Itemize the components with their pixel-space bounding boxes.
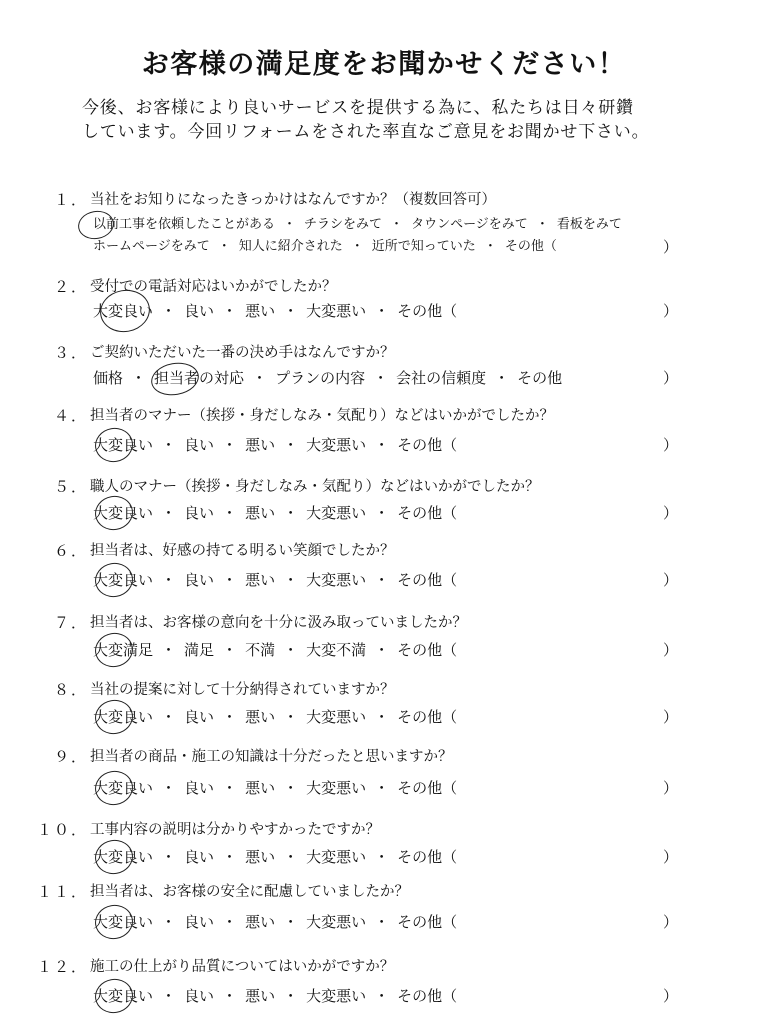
answer-option[interactable]: 良い	[184, 571, 215, 589]
answer-option[interactable]: 良い	[184, 848, 215, 866]
answer-option[interactable]: 良い	[184, 913, 215, 931]
other-close-paren: ）	[663, 302, 679, 320]
answer-option[interactable]: 大変悪い	[306, 987, 367, 1005]
separator-dot: ・	[161, 913, 177, 931]
answer-option[interactable]: 大変良い	[93, 848, 154, 866]
separator-dot: ・	[131, 369, 147, 387]
selected-answer[interactable]	[93, 215, 275, 235]
other-close-paren: ）	[663, 779, 679, 797]
separator-dot: ・	[161, 571, 177, 589]
answer-option[interactable]: 良い	[184, 708, 215, 726]
separator-dot: ・	[283, 436, 299, 454]
intro-line-2: しています。今回リフォームをされた率直なご意見をお聞かせ下さい。	[82, 122, 650, 142]
separator-dot: ・	[283, 302, 299, 320]
selected-answer[interactable]	[93, 570, 153, 590]
separator-dot: ・	[283, 708, 299, 726]
separator-dot: ・	[283, 987, 299, 1005]
answer-option[interactable]: チラシをみて	[304, 217, 383, 232]
question-number: ４．	[53, 407, 88, 425]
option-row	[93, 301, 457, 321]
question-text: 施工の仕上がり品質についてはいかがですか？	[90, 959, 395, 975]
answer-option[interactable]: 悪い	[245, 571, 276, 589]
separator-dot: ・	[161, 641, 177, 659]
answer-option[interactable]: 大変良い	[93, 302, 154, 320]
question-number: ５．	[53, 478, 88, 496]
separator-dot: ・	[222, 436, 238, 454]
separator-dot: ・	[374, 302, 390, 320]
separator-dot: ・	[217, 239, 231, 254]
separator-dot: ・	[374, 504, 390, 522]
other-close-paren: ）	[663, 913, 679, 931]
separator-dot: ・	[483, 239, 497, 254]
answer-option[interactable]: 価格	[93, 369, 124, 387]
answer-option[interactable]: 悪い	[245, 708, 276, 726]
answer-option[interactable]: 大変不満	[306, 641, 367, 659]
separator-dot: ・	[222, 641, 238, 659]
answer-option[interactable]: 悪い	[245, 436, 276, 454]
answer-option[interactable]: 大変良い	[93, 708, 154, 726]
answer-option[interactable]: 大変良い	[93, 913, 154, 931]
other-close-paren: ）	[663, 436, 679, 454]
separator-dot: ・	[222, 571, 238, 589]
separator-dot: ・	[222, 779, 238, 797]
answer-option[interactable]: その他（	[504, 239, 557, 254]
question-text: 当社をお知りになったきっかけはなんですか？（複数回答可）	[90, 192, 496, 208]
question-text: ご契約いただいた一番の決め手はなんですか？	[90, 345, 395, 361]
separator-dot: ・	[161, 436, 177, 454]
separator-dot: ・	[283, 571, 299, 589]
selected-answer[interactable]	[93, 986, 153, 1006]
answer-option[interactable]: その他（	[397, 436, 458, 454]
option-row	[93, 986, 457, 1006]
separator-dot: ・	[222, 848, 238, 866]
question-number: ９．	[53, 748, 88, 766]
option-row	[93, 435, 457, 455]
answer-option[interactable]: その他	[517, 369, 563, 387]
separator-dot: ・	[161, 848, 177, 866]
question-text: 職人のマナー（挨拶・身だしなみ・気配り）などはいかがでしたか？	[90, 479, 540, 495]
question-text: 受付での電話対応はいかがでしたか？	[90, 279, 337, 295]
question-text: 担当者の商品・施工の知識は十分だったと思いますか？	[90, 749, 453, 765]
answer-option[interactable]: 悪い	[245, 987, 276, 1005]
separator-dot: ・	[283, 217, 297, 232]
other-close-paren: ）	[663, 238, 679, 256]
other-close-paren: ）	[663, 571, 679, 589]
answer-option[interactable]: 良い	[184, 504, 215, 522]
selected-answer[interactable]	[93, 435, 153, 455]
answer-option[interactable]: 大変悪い	[306, 571, 367, 589]
separator-dot: ・	[374, 708, 390, 726]
question-text: 担当者は、お客様の安全に配慮していましたか？	[90, 884, 409, 900]
answer-option[interactable]: 大変良い	[93, 571, 154, 589]
question-number: ３．	[53, 344, 88, 362]
separator-dot: ・	[390, 217, 404, 232]
selected-answer[interactable]	[93, 707, 153, 727]
question-number: ７．	[53, 614, 88, 632]
answer-option[interactable]: その他（	[397, 708, 458, 726]
answer-option[interactable]: 大変良い	[93, 779, 154, 797]
answer-option[interactable]: 大変悪い	[306, 302, 367, 320]
selected-answer[interactable]	[93, 778, 153, 798]
separator-dot: ・	[222, 504, 238, 522]
answer-option[interactable]: 悪い	[245, 302, 276, 320]
other-close-paren: ）	[663, 641, 679, 659]
question-text: 担当者は、お客様の意向を十分に汲み取っていましたか？	[90, 615, 467, 631]
selected-answer[interactable]	[93, 640, 153, 660]
answer-option[interactable]: 近所で知っていた	[371, 239, 476, 254]
answer-option[interactable]: 大変悪い	[306, 913, 367, 931]
option-row	[93, 640, 457, 660]
answer-option[interactable]: 看板をみて	[556, 217, 622, 232]
answer-option[interactable]: 良い	[184, 302, 215, 320]
answer-option[interactable]: 良い	[184, 779, 215, 797]
separator-dot: ・	[494, 369, 510, 387]
answer-option[interactable]: 会社の信頼度	[396, 369, 487, 387]
answer-option[interactable]: 大変悪い	[306, 504, 367, 522]
question-number: １．	[53, 191, 88, 209]
selected-answer[interactable]	[93, 847, 153, 867]
answer-option[interactable]: 悪い	[245, 504, 276, 522]
question-number: １１．	[36, 883, 88, 901]
separator-dot: ・	[374, 779, 390, 797]
question-number: １０．	[36, 821, 88, 839]
answer-option[interactable]: 満足	[184, 641, 215, 659]
answer-option[interactable]: その他（	[397, 302, 458, 320]
question-text: 工事内容の説明は分かりやすかったですか？	[90, 822, 380, 838]
selected-answer[interactable]	[93, 912, 153, 932]
separator-dot: ・	[374, 436, 390, 454]
separator-dot: ・	[283, 848, 299, 866]
answer-option[interactable]: その他（	[397, 779, 458, 797]
question-text: 担当者は、好感の持てる明るい笑顔でしたか？	[90, 543, 395, 559]
selected-answer[interactable]	[154, 368, 244, 388]
selected-answer[interactable]	[93, 503, 153, 523]
question-text: 当社の提案に対して十分納得されていますか？	[90, 682, 395, 698]
option-row	[93, 368, 562, 388]
survey-title: お客様の満足度をお聞かせください！	[141, 49, 627, 80]
option-row	[93, 707, 457, 727]
option-row	[93, 570, 457, 590]
answer-option[interactable]: 悪い	[245, 913, 276, 931]
separator-dot: ・	[374, 987, 390, 1005]
answer-option[interactable]: 知人に紹介された	[238, 239, 343, 254]
answer-option[interactable]: その他（	[397, 571, 458, 589]
answer-option[interactable]: 大変悪い	[306, 848, 367, 866]
separator-dot: ・	[161, 779, 177, 797]
other-close-paren: ）	[663, 369, 679, 387]
answer-option[interactable]: 悪い	[245, 848, 276, 866]
answer-option[interactable]: ホームページをみて	[93, 239, 210, 254]
separator-dot: ・	[252, 369, 268, 387]
answer-option[interactable]: その他（	[397, 504, 458, 522]
option-row	[93, 912, 457, 932]
intro-line-1: 今後、お客様により良いサービスを提供する為に、私たちは日々研鑽	[82, 98, 634, 118]
question-number: ６．	[53, 542, 88, 560]
separator-dot: ・	[283, 779, 299, 797]
answer-option[interactable]: 良い	[184, 436, 215, 454]
separator-dot: ・	[283, 641, 299, 659]
separator-dot: ・	[350, 239, 364, 254]
answer-option[interactable]: その他（	[397, 641, 458, 659]
separator-dot: ・	[161, 708, 177, 726]
option-row	[93, 215, 622, 235]
separator-dot: ・	[222, 302, 238, 320]
answer-option[interactable]: 大変悪い	[306, 708, 367, 726]
answer-option[interactable]: 大変満足	[93, 641, 154, 659]
option-row	[93, 847, 457, 867]
answer-option[interactable]: 大変良い	[93, 504, 154, 522]
answer-option[interactable]: 不満	[245, 641, 276, 659]
separator-dot: ・	[222, 987, 238, 1005]
other-close-paren: ）	[663, 708, 679, 726]
separator-dot: ・	[374, 848, 390, 866]
answer-option[interactable]: 悪い	[245, 779, 276, 797]
separator-dot: ・	[374, 641, 390, 659]
separator-dot: ・	[283, 504, 299, 522]
answer-option[interactable]: 以前工事を依頼したことがある	[93, 217, 276, 232]
answer-option[interactable]: プランの内容	[275, 369, 366, 387]
option-row	[93, 237, 557, 257]
answer-option[interactable]: タウンページをみて	[411, 217, 528, 232]
answer-option[interactable]: 大変良い	[93, 436, 154, 454]
question-number: ８．	[53, 681, 88, 699]
selected-answer[interactable]	[93, 301, 153, 321]
separator-dot: ・	[161, 302, 177, 320]
separator-dot: ・	[161, 987, 177, 1005]
question-number: １２．	[36, 958, 88, 976]
answer-option[interactable]: 良い	[184, 987, 215, 1005]
answer-option[interactable]: 大変良い	[93, 987, 154, 1005]
option-row	[93, 503, 457, 523]
option-row	[93, 778, 457, 798]
other-close-paren: ）	[663, 987, 679, 1005]
separator-dot: ・	[535, 217, 549, 232]
question-text: 担当者のマナー（挨拶・身だしなみ・気配り）などはいかがでしたか？	[90, 408, 554, 424]
other-close-paren: ）	[663, 504, 679, 522]
question-number: ２．	[53, 278, 88, 296]
separator-dot: ・	[222, 708, 238, 726]
separator-dot: ・	[374, 571, 390, 589]
answer-option[interactable]: その他（	[397, 913, 458, 931]
answer-option[interactable]: 大変悪い	[306, 779, 367, 797]
separator-dot: ・	[374, 913, 390, 931]
separator-dot: ・	[161, 504, 177, 522]
answer-option[interactable]: その他（	[397, 848, 458, 866]
separator-dot: ・	[283, 913, 299, 931]
separator-dot: ・	[222, 913, 238, 931]
separator-dot: ・	[373, 369, 389, 387]
answer-option[interactable]: 担当者の対応	[154, 369, 245, 387]
other-close-paren: ）	[663, 848, 679, 866]
answer-option[interactable]: 大変悪い	[306, 436, 367, 454]
answer-option[interactable]: その他（	[397, 987, 458, 1005]
